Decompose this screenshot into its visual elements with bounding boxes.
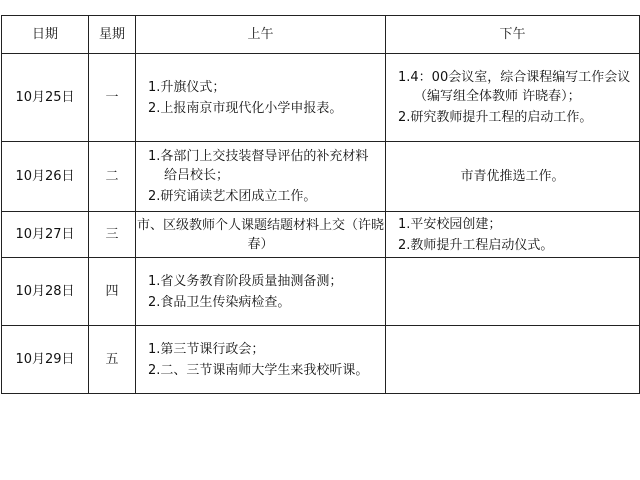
weekday-cell: 一 [89, 54, 136, 142]
date-cell: 10月27日 [2, 212, 89, 258]
afternoon-item: 1.4：00会议室，综合课程编写工作会议（编写组全体教师 许晓春）； [398, 70, 631, 104]
morning-item: 2.二、三节课南师大学生来我校听课。 [148, 362, 369, 378]
morning-cell: 市、区级教师个人课题结题材料上交（许晓春） [136, 212, 386, 258]
afternoon-item: 2.研究教师提升工程的启动工作。 [398, 110, 593, 125]
afternoon-cell [386, 212, 640, 258]
table-row [2, 326, 640, 394]
morning-item: 1.省义务教育阶段质量抽测备测； [148, 273, 343, 289]
morning-item: 2.食品卫生传染病检查。 [148, 294, 291, 310]
header-date: 日期 [2, 16, 89, 54]
afternoon-cell [386, 258, 640, 326]
afternoon-item: 1.平安校园创建； [398, 216, 502, 232]
afternoon-cell [386, 54, 640, 142]
header-afternoon: 下午 [386, 16, 640, 54]
table-row [2, 142, 640, 212]
date-cell: 10月28日 [2, 258, 89, 326]
morning-item: 2.研究诵读艺术团成立工作。 [148, 189, 317, 204]
afternoon-cell: 市青优推选工作。 [386, 142, 640, 212]
morning-cell [136, 326, 386, 394]
table-row [2, 212, 640, 258]
morning-item: 1.各部门上交技装督导评估的补充材料给吕校长； [148, 149, 369, 183]
header-morning: 上午 [136, 16, 386, 54]
weekday-cell: 四 [89, 258, 136, 326]
morning-cell [136, 258, 386, 326]
morning-cell [136, 142, 386, 212]
weekday-cell: 二 [89, 142, 136, 212]
header-weekday: 星期 [89, 16, 136, 54]
morning-item: 1.升旗仪式； [148, 79, 226, 95]
afternoon-item: 2.教师提升工程启动仪式。 [398, 237, 554, 253]
date-cell: 10月25日 [2, 54, 89, 142]
table-row [2, 54, 640, 142]
morning-item: 2.上报南京市现代化小学申报表。 [148, 100, 343, 116]
date-cell: 10月29日 [2, 326, 89, 394]
weekday-cell: 五 [89, 326, 136, 394]
weekday-cell: 三 [89, 212, 136, 258]
afternoon-cell [386, 326, 640, 394]
date-cell: 10月26日 [2, 142, 89, 212]
morning-item: 1.第三节课行政会； [148, 341, 265, 357]
header-row [2, 16, 640, 54]
weekly-schedule-table [1, 15, 640, 394]
table-row [2, 258, 640, 326]
morning-cell [136, 54, 386, 142]
